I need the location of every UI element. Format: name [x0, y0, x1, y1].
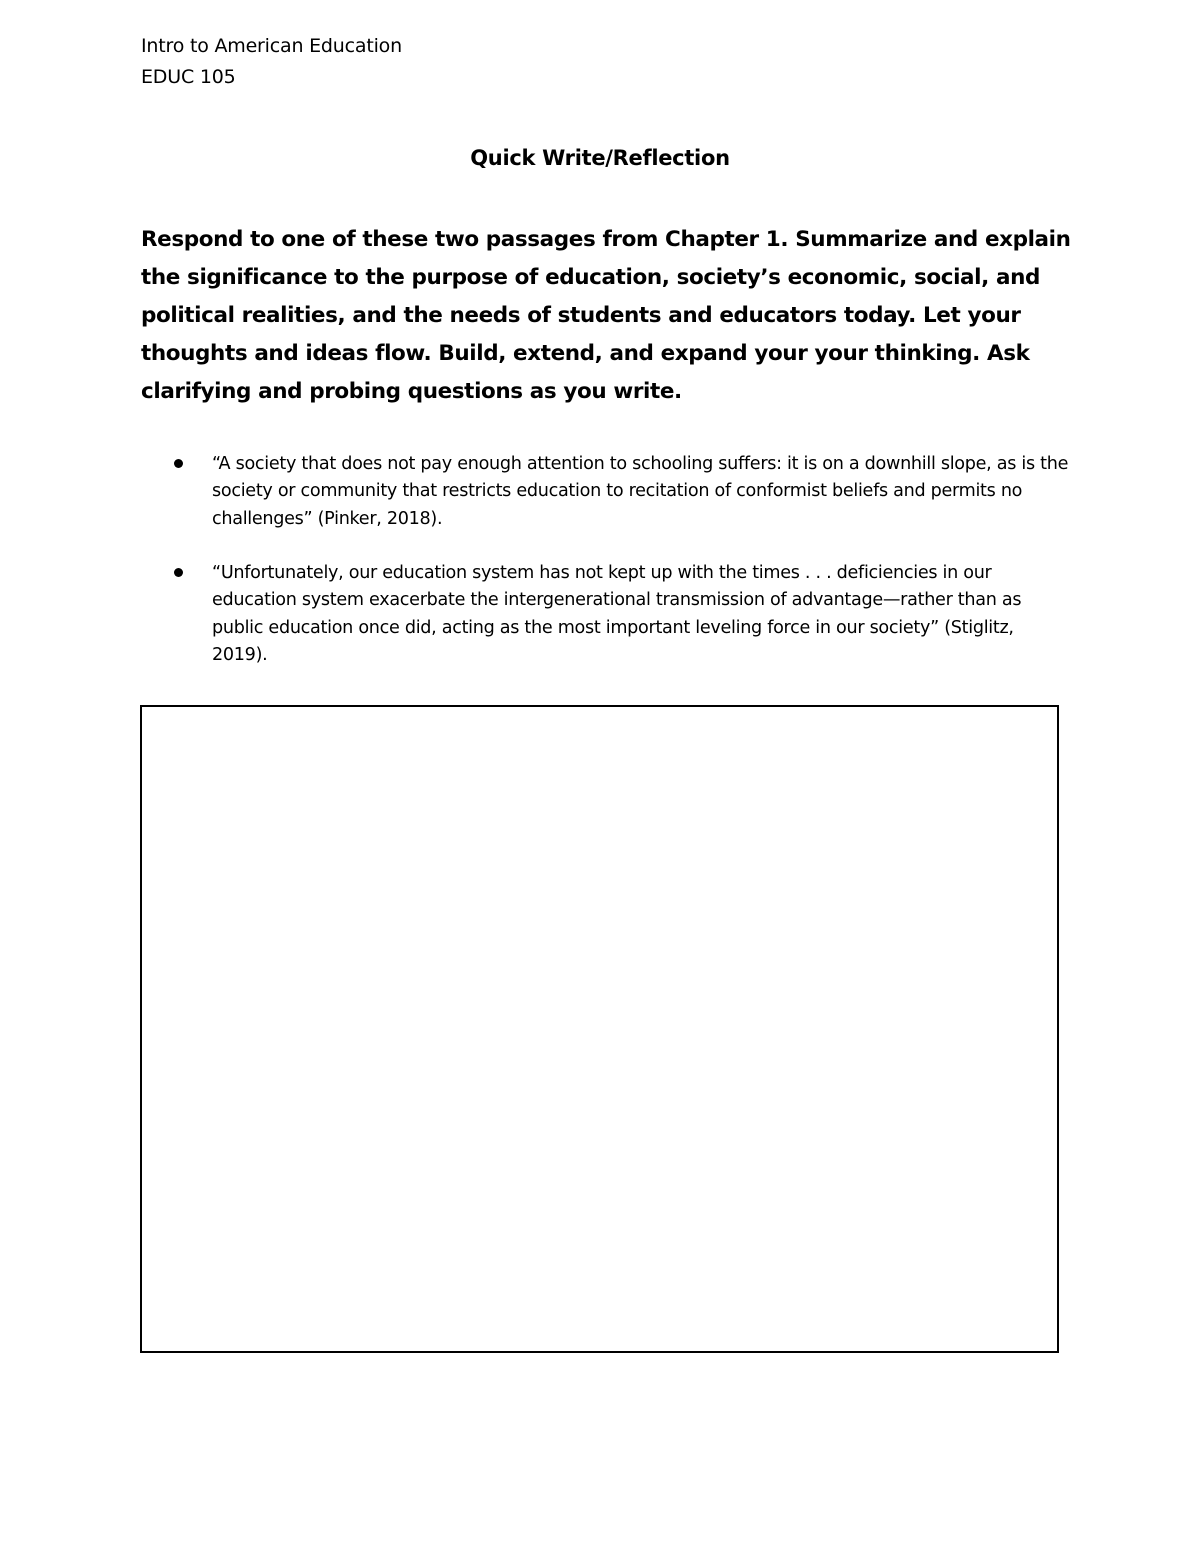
quote-text: “Unfortunately, our education system has not kept up with the times . . . deficiencies in our education system exacerbate the intergenerational transmission of advantage—rather than as public education once did, acting as the most important leveling force in our society” (Stiglitz, 2019).	[212, 563, 1022, 665]
bullet-icon	[174, 568, 183, 577]
bullet-icon	[174, 459, 183, 468]
quote-item-stiglitz	[141, 560, 1071, 669]
quote-item-pinker	[141, 451, 1071, 533]
instructions-text: Respond to one of these two passages from Chapter 1. Summarize and explain the significance to the purpose of education, society’s economic, social, and political realities, and the needs of students and educators today. Let your thoughts and ideas flow. Build, extend, and expand your your thinking. Ask clarifying and probing questions as you write.	[141, 227, 1071, 404]
course-title: Intro to American Education	[141, 35, 402, 57]
page-title: Quick Write/Reflection	[470, 146, 730, 170]
course-code: EDUC 105	[141, 66, 236, 88]
quote-text: “A society that does not pay enough attention to schooling suffers: it is on a downhill slope, as is the society or community that restricts education to recitation of conformist beliefs and permits no challenges” (Pinker, 2018).	[212, 454, 1069, 529]
quote-list	[141, 451, 1071, 533]
response-writing-box[interactable]	[140, 705, 1059, 1353]
quote-list	[141, 560, 1071, 669]
